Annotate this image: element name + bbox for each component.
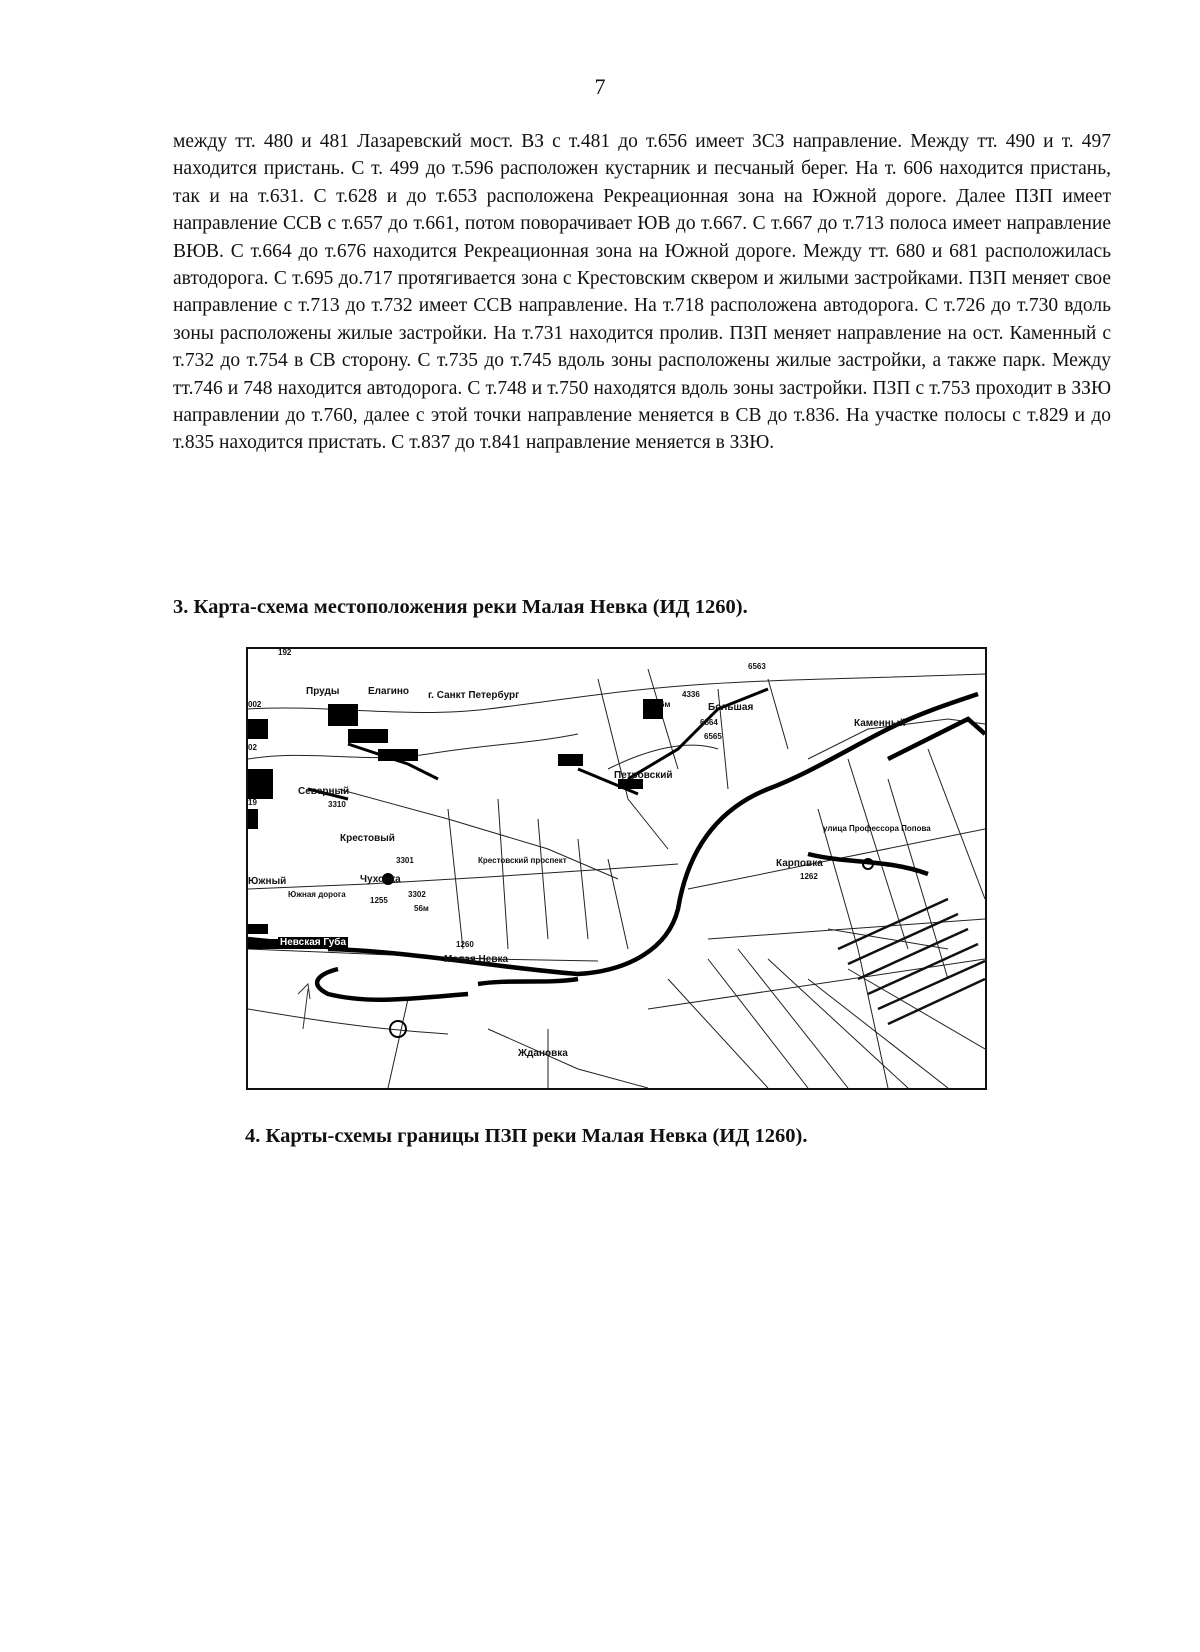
- label-krestovy: Крестовый: [340, 833, 395, 844]
- page-number: 7: [594, 74, 606, 99]
- label-karpovka: Карповка: [776, 858, 823, 869]
- label-n-3310: 3310: [328, 800, 346, 809]
- label-n-3302: 3302: [408, 890, 426, 899]
- sketch-marks: [298, 984, 310, 1029]
- label-n-19: 19: [248, 798, 257, 807]
- label-n-002: 002: [248, 700, 262, 709]
- label-nevskaya-guba: Невская Губа: [280, 937, 347, 948]
- label-n-4336: 4336: [682, 690, 700, 699]
- label-n-6563: 6563: [748, 662, 766, 671]
- label-n-1255: 1255: [370, 896, 388, 905]
- label-elagino: Елагино: [368, 686, 410, 697]
- label-yuzhny: Южный: [248, 876, 287, 887]
- label-n-192: 192: [278, 648, 292, 657]
- label-spb: г. Санкт Петербург: [428, 690, 520, 701]
- label-zhdanov: Ждановка: [518, 1048, 568, 1059]
- label-professor-popov: улица Профессора Попова: [823, 824, 931, 833]
- label-chukhnka: Чухонка: [360, 874, 401, 885]
- map-drawing: [248, 649, 985, 1088]
- label-yuzhnaya-doroga: Южная дорога: [288, 890, 346, 899]
- label-bolshaya: Большая: [708, 702, 754, 713]
- label-krestovsky-prospekt: Крестовский проспект: [478, 856, 567, 865]
- body-paragraph: между тт. 480 и 481 Лазаревский мост. ВЗ с т.481 до т.656 имеет ЗСЗ направление. Между тт. 490 и т. 497 находится пристань. С т. 499 до т.596 расположен кустарник и песчаный берег. На т. 606 находится пристань, так и на т.631. С т.628 и до т.653 расположена Рекреационная зона на Южной дороге. Далее ПЗП имеет направление ССВ с т.657 до т.661, потом поворачивает ЮВ до т.667. С т.667 до т.713 полоса имеет направление ВЮВ. С т.664 до т.676 находится Рекреационная зона на Южной дороге. Между тт. 680 и 681 расположилась автодорога. С т.695 до.717 протягивается зона с Крестовским сквером и жилыми застройками. ПЗП меняет свое направление с т.713 до т.732 имеет ССВ направление. На т.718 расположена автодорога. С т.726 до т.730 вдоль зоны расположены жилые застройки. На т.731 находится пролив. ПЗП меняет направление на ост. Каменный с т.732 до т.754 в СВ сторону. С т.735 до т.745 вдоль зоны расположены жилые застройки, а также парк. Между тт.746 и 748 находится автодорога. С т.748 и т.750 находятся вдоль зоны застройки. ПЗП с т.753 проходит в ЗЗЮ направлении до т.760, далее с этой точки направление меняется в СВ до т.836. На участке полосы с т.829 и до т.835 находится пристать. С т.837 до т.841 направление меняется в ЗЗЮ.: [173, 131, 1111, 454]
- section-4-title: 4. Карты-схемы границы ПЗП реки Малая Невка (ИД 1260).: [245, 1125, 808, 1147]
- label-n-6564: 6564: [700, 718, 718, 727]
- label-n-1260: 1260: [456, 940, 474, 949]
- river-location-map: [246, 647, 987, 1090]
- label-petrovsky: Петровский: [614, 770, 673, 781]
- label-n-6m: 6м: [660, 700, 671, 709]
- label-n-02: 02: [248, 743, 257, 752]
- label-malaya-nevka: Малая Невка: [444, 954, 509, 965]
- label-severny: Северный: [298, 786, 350, 797]
- label-kamenny: Каменный: [854, 718, 906, 729]
- label-n-3301: 3301: [396, 856, 414, 865]
- label-n-1262: 1262: [800, 872, 818, 881]
- section-3-title: 3. Карта-схема местоположения реки Малая Невка (ИД 1260).: [173, 596, 748, 618]
- label-n-6565: 6565: [704, 732, 722, 741]
- street-bands: [838, 899, 985, 1024]
- label-n-56m: 56м: [414, 904, 429, 913]
- label-prudy: Пруды: [306, 686, 340, 697]
- ppz-boundary: [306, 686, 768, 799]
